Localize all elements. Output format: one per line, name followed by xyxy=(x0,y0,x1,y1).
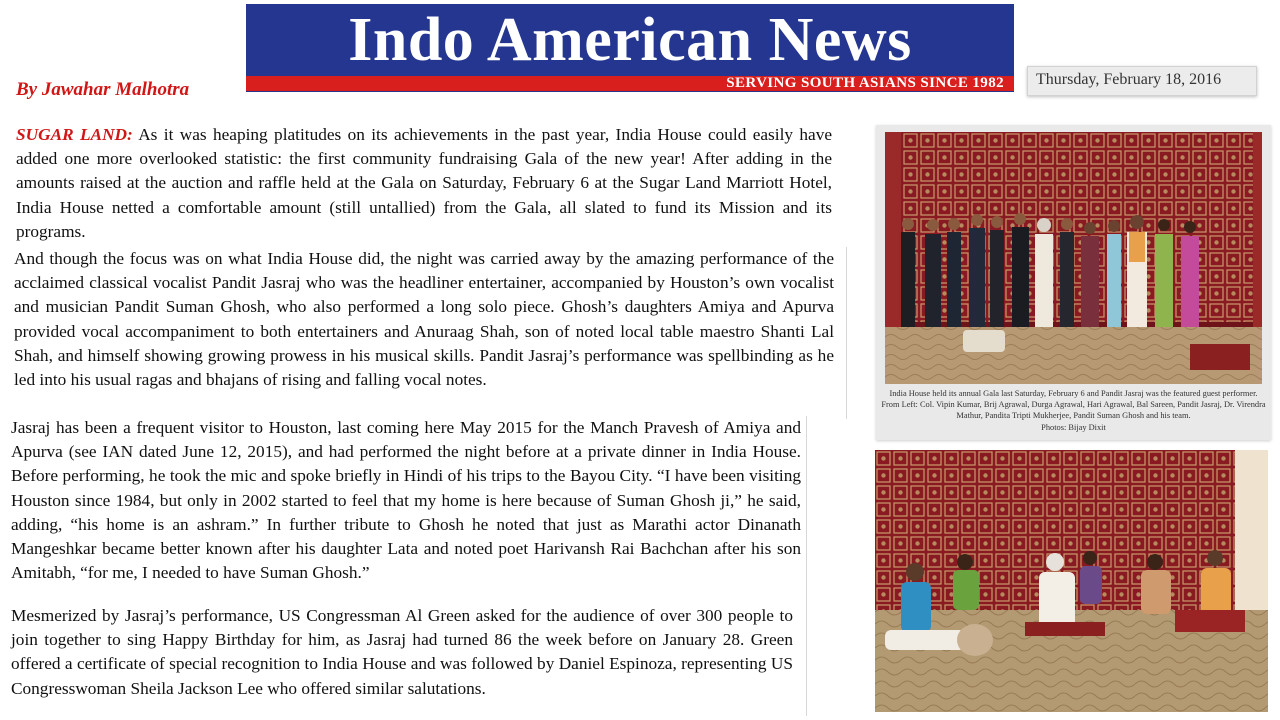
article-paragraph-2: And though the focus was on what India House did, the night was carried away by the amazing performance of the acclaimed classical vocalist Pandit Jasraj who was the headliner entertainer, accompanied by Houston’s own vocalist and musician Pandit Suman Ghosh, who also performed a long solo piece. Ghosh’s daughters Amiya and Apurva provided vocal accompaniment to both entertainers and Anuraag Shah, son of noted local table maestro Shanti Lal Shah, and himself showing growing prowess in his musical skills. Pandit Jasraj’s performance was spellbinding as he led into his usual ragas and bhajans of rising and falling vocal notes. xyxy=(14,249,834,390)
masthead-banner xyxy=(246,4,1014,92)
column-divider xyxy=(806,416,807,604)
photo-credit: Photos: Bijay Dixit xyxy=(1041,422,1106,432)
article-paragraph-3: Jasraj has been a frequent visitor to Houston, last coming here May 2015 for the Manch Pravesh of Amiya and Apurva (see IAN dated June 12, 2015), and had performed the night before at a private dinner in India House. Before performing, he took the mic and spoke briefly in Hindi of his trips to the Bayou City. “I have been visiting Houston since 1984, but only in 2002 started to feel that my home is here because of Suman Ghosh ji,” he said, adding, “his home is an ashram.” In further tribute to Ghosh he noted that just as Marathi actor Dinanath Mangeshkar became better known after his daughter Lata and noted poet Harivansh Rai Bachchan after his son Amitabh, “for me, I needed to have Suman Ghosh.” xyxy=(11,418,801,583)
column-divider xyxy=(806,604,807,716)
performance-photo xyxy=(875,450,1268,712)
paragraph-1-text: As it was heaping platitudes on its achievements in the past year, India House could easily have added one more overlooked statistic: the first community fundraising Gala of the new year! After adding in the amounts raised at the auction and raffle held at the Gala on Saturday, February 6 at the Sugar Land Marriott Hotel, India House netted a comfortable amount (still untallied) from the Gala, all slated to fund its Mission and its programs. xyxy=(16,125,833,241)
masthead-title: Indo American News xyxy=(348,6,912,74)
group-photo xyxy=(885,132,1262,384)
photo-caption xyxy=(881,388,1266,433)
masthead-tagline: SERVING SOUTH ASIANS SINCE 1982 xyxy=(726,75,1004,91)
article-paragraph-1 xyxy=(16,123,832,244)
photo-card-group xyxy=(876,125,1271,440)
date-box: Thursday, February 18, 2016 xyxy=(1027,66,1257,96)
article-paragraph-4: Mesmerized by Jasraj’s performance, US Congressman Al Green asked for the audience of over 300 people to join together to sing Happy Birthday for him, as Jasraj had turned 86 the week before on January 28. Green offered a certificate of special recognition to India House and was followed by Daniel Espinoza, representing US Congresswoman Sheila Jackson Lee who offered similar salutations. xyxy=(11,606,793,698)
column-divider xyxy=(846,247,847,419)
caption-text: India House held its annual Gala last Saturday, February 6 and Pandit Jasraj was the featured guest performer. From Left: Col. Vipin Kumar, Brij Agrawal, Durga Agrawal, Hari Agrawal, Bal Sareen, Pandit Jasraj, Dr. Virendra Mathur, Pandita Tripti Mukherjee, Pandit Suman Ghosh and his team. xyxy=(881,389,1266,421)
dateline: SUGAR LAND: xyxy=(16,125,133,144)
byline: By Jawahar Malhotra xyxy=(16,79,190,100)
